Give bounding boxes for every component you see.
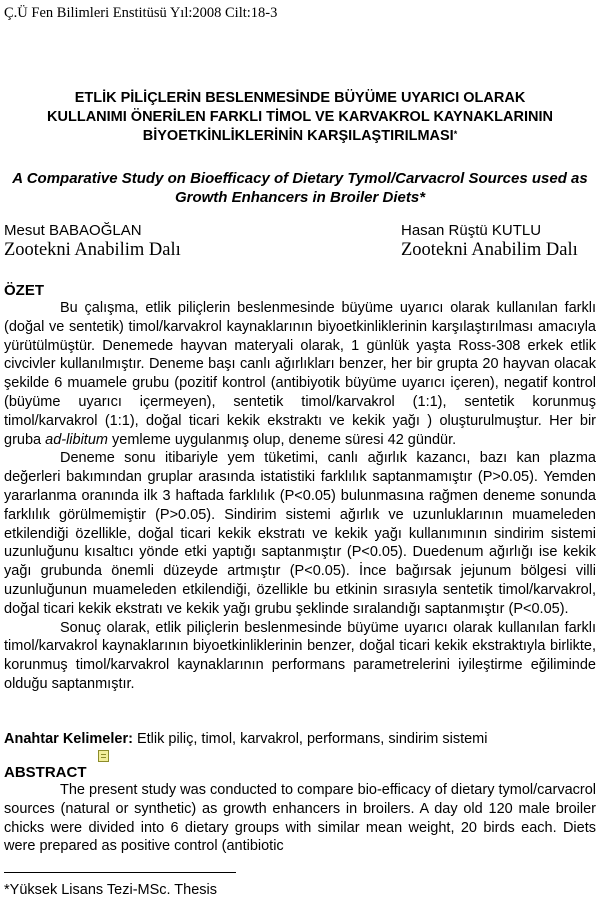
- title-line-2: KULLANIMI ÖNERİLEN FARKLI TİMOL VE KARVAKROL KAYNAKLARININ: [47, 109, 553, 125]
- ozet-body: [4, 299, 596, 694]
- keywords: [4, 730, 596, 749]
- abstract-heading: ABSTRACT: [4, 764, 87, 781]
- ozet-paragraph-1-end: yemleme uygulanmış olup, deneme süresi 42 gündür.: [107, 431, 457, 448]
- footnote: *Yüksek Lisans Tezi-MSc. Thesis: [4, 882, 218, 898]
- english-title-line-2: Growth Enhancers in Broiler Diets*: [174, 189, 426, 206]
- keywords-text: Etlik piliç, timol, karvakrol, performans, sindirim sistemi: [132, 731, 488, 747]
- article-title: [0, 89, 600, 146]
- ozet-paragraph: Deneme sonu itibariyle yem tüketimi, canlı ağırlık kazancı, bazı kan plazma değerleri bakımından gruplar arasında istatistiki farklılık saptanmamıştır (P>0.05). Yemden yararlanma oranında ilk 3 haftada farklılık (P<0.05) bulunmasına rağmen deneme sonunda farklılık görülmemiştir (P>0.05). Sindirim sistemi ağırlık ve uzunluklarının muameleden etkilendiği özellikle, doğal ticari kekik ekstratı ve kekik yağı kullanımının sindirim sistemi uzunluğunu kısaltıcı yönde etki yaptığı saptanmıştır (P<0.05). Duedenum ağırlığı ise kekik yağı grubunda önemli düzeyde artmıştır (P<0.05). İnce bağırsak jejunum bölgesi villi uzunluğunun muameleden etkilendiği, özellikle bu etkinin sırasıyla sentetik timol/karvakrol, doğal ticari kekik ekstratı ve kekik yağı grubu şeklinde sıralandığı saptanmıştır (P<0.05).: [4, 450, 596, 617]
- ozet-heading: ÖZET: [4, 282, 44, 299]
- ozet-italic-phrase: ad-libitum: [45, 431, 108, 448]
- author-department-2: Zootekni Anabilim Dalı: [401, 240, 578, 260]
- author-department-1: Zootekni Anabilim Dalı: [4, 240, 181, 260]
- abstract-paragraph: The present study was conducted to compare bio-efficacy of dietary tymol/carvacrol sources (natural or synthetic) as growth enhancers in broilers. A day old 120 male broiler chicks were divided into 6 dietary groups with similar mean weight, 20 birds each. Diets were prepared as positive control (antibiotic: [4, 782, 596, 855]
- title-line-3: BİYOETKİNLİKLERİNİN KARŞILAŞTIRILMASI: [142, 128, 454, 144]
- english-title-line-1: A Comparative Study on Bioefficacy of Dietary Tymol/Carvacrol Sources used as: [12, 170, 588, 187]
- author-name-1: Mesut BABAOĞLAN: [4, 222, 142, 239]
- title-footnote-marker: *: [453, 129, 458, 139]
- ozet-paragraph: Sonuç olarak, etlik piliçlerin beslenmesinde büyüme uyarıcı olarak kullanılan farklı timol/karvakrol kaynaklarının biyoetkinliklerinin benzer, doğal ticari kekik ekstraktıyla birlikte, korunmuş timol/karvakrol kaynaklarının performans parametrelerini iyileştirme eğiliminde olduğu saptanmıştır.: [4, 619, 596, 692]
- keywords-label: Anahtar Kelimeler:: [4, 731, 133, 747]
- note-icon[interactable]: [98, 750, 109, 762]
- footnote-divider: [4, 872, 236, 873]
- ozet-paragraph: [4, 299, 596, 449]
- abstract-body: [4, 781, 596, 856]
- author-name-2: Hasan Rüştü KUTLU: [401, 222, 542, 239]
- english-title: [0, 169, 600, 207]
- journal-header: Ç.Ü Fen Bilimleri Enstitüsü Yıl:2008 Cilt:18-3: [4, 5, 278, 21]
- ozet-paragraph-1-text: Bu çalışma, etlik piliçlerin beslenmesinde büyüme uyarıcı olarak kullanılan farklı (doğal ve sentetik) timol/karvakrol kaynaklarının biyoetkinliklerinin karşılaştırılması amacıyla yürütülmüştür. Denemede hayvan materyali olarak, 1 günlük yaşta Ross-308 erkek etlik civcivler kullanılmıştır. Deneme başı canlı ağırlıkları benzer, her bir grupta 20 hayvan olacak şekilde 6 muamele grubu (pozitif kontrol (antibiyotik büyüme uyarıcı içeren), negatif kontrol (büyüme uyarıcı içermeyen), sentetik timol/karvakrol (1:1), sentetik korunmuş timol/karvakrol (1:1), doğal ticari kekik ekstraktı ve kekik yağı ) oluşturulmuştur. Her bir gruba: [4, 300, 596, 448]
- title-line-1: ETLİK PİLİÇLERİN BESLENMESİNDE BÜYÜME UYARICI OLARAK: [74, 90, 526, 106]
